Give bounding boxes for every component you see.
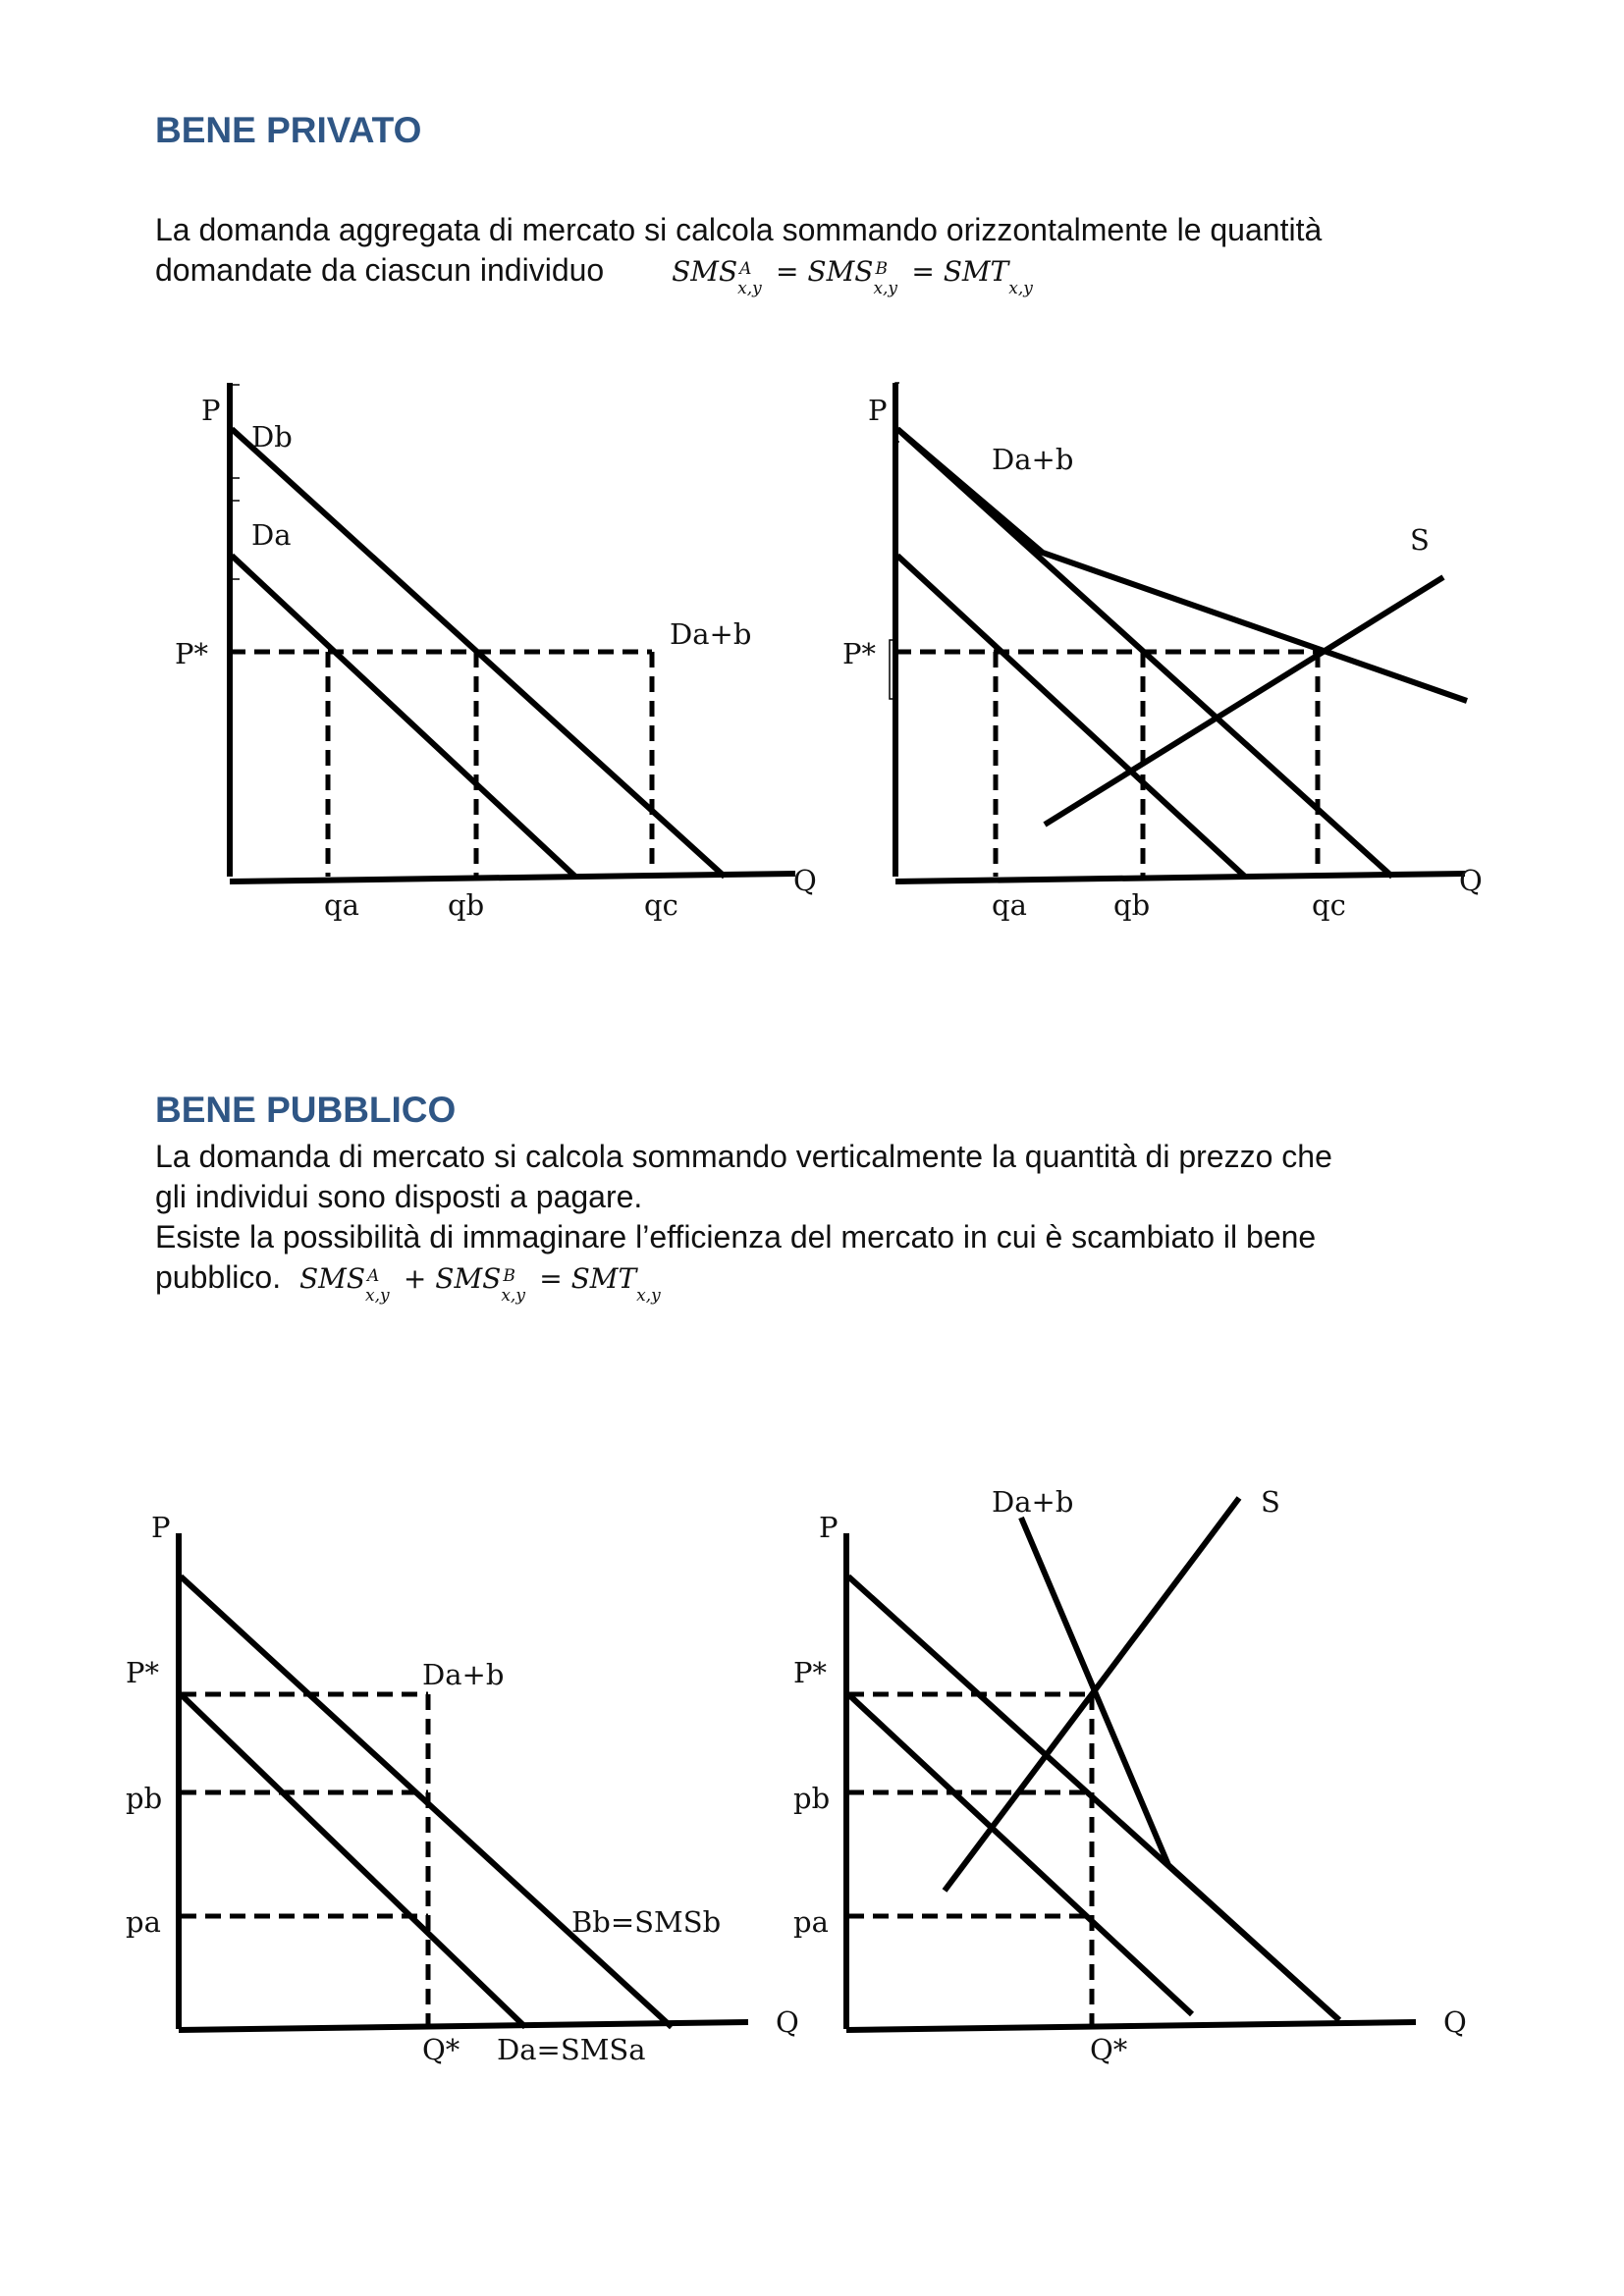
qa-label: qa (992, 888, 1027, 922)
supply-label: S (1261, 1485, 1280, 1519)
quantity-axis (846, 2022, 1416, 2030)
pstar-label: P* (793, 1656, 828, 1689)
private-market-diagram (842, 383, 1483, 922)
demand-curve-dab (897, 429, 1467, 701)
public-good-line3: Esiste la possibilità di immaginare l’efficienza del mercato in cui è scambiato il bene (155, 1219, 1317, 1255)
pb-label: pb (126, 1782, 163, 1815)
dab-label: Da+b (670, 617, 752, 651)
public-market-diagram (793, 1485, 1467, 2066)
price-axis-label: P (868, 394, 888, 427)
demand-curve-da (181, 1694, 525, 2027)
private-good-heading: BENE PRIVATO (155, 110, 422, 150)
da-bracket (232, 501, 240, 579)
supply-label: S (1410, 523, 1430, 557)
public-good-formula: SMS A x,y + SMS B x,y = SMT x,y (298, 1262, 661, 1306)
private-good-formula: SMS A x,y = SMS B x,y = SMT x,y (672, 255, 1033, 298)
private-good-line1: La domanda aggregata di mercato si calcola sommando orizzontalmente le quantità (155, 212, 1323, 247)
quantity-axis-label: Q (793, 864, 817, 897)
bb-smsb-label: Bb=SMSb (571, 1905, 722, 1939)
pa-label: pa (126, 1905, 161, 1939)
public-good-line1: La domanda di mercato si calcola sommando verticalmente la quantità di prezzo che (155, 1139, 1332, 1174)
dab-label: Da+b (992, 443, 1074, 476)
quantity-axis-label: Q (776, 2005, 799, 2039)
qb-label: qb (1113, 888, 1151, 922)
qc-label: qc (644, 888, 678, 922)
pstar-label: P* (175, 637, 209, 670)
qa-label: qa (324, 888, 359, 922)
quantity-axis (179, 2022, 748, 2030)
qc-label: qc (1312, 888, 1346, 922)
public-demand-diagram (126, 1511, 799, 2066)
pstar-label: P* (126, 1656, 160, 1689)
quantity-axis-label: Q (1459, 864, 1483, 897)
price-axis-label: P (819, 1511, 839, 1544)
pa-label: pa (793, 1905, 829, 1939)
demand-curve-da (232, 556, 575, 877)
public-good-heading: BENE PUBBLICO (155, 1090, 457, 1130)
quantity-axis (895, 874, 1465, 881)
demand-curve-da (848, 1694, 1192, 2014)
db-label: Db (251, 420, 293, 454)
da-label: Da (251, 518, 292, 552)
qstar-label: Q* (422, 2033, 460, 2066)
price-axis-label: P (151, 1511, 171, 1544)
public-good-line2: gli individui sono disposti a pagare. (155, 1179, 643, 1214)
private-good-line2: domandate da ciascun individuo (155, 252, 605, 288)
dab-label: Da+b (992, 1485, 1074, 1519)
qstar-label: Q* (1090, 2033, 1128, 2066)
private-demand-diagram (175, 383, 817, 922)
qb-label: qb (448, 888, 485, 922)
pstar-label: P* (842, 637, 877, 670)
demand-curve-dab (1021, 1518, 1339, 2020)
public-good-line4: pubblico. (155, 1259, 282, 1295)
dab-label: Da+b (422, 1658, 505, 1691)
quantity-axis-label: Q (1443, 2005, 1467, 2039)
da-smsa-label: Da=SMSa (497, 2033, 646, 2066)
quantity-axis (230, 874, 795, 881)
pb-label: pb (793, 1782, 831, 1815)
price-axis-label: P (201, 394, 221, 427)
